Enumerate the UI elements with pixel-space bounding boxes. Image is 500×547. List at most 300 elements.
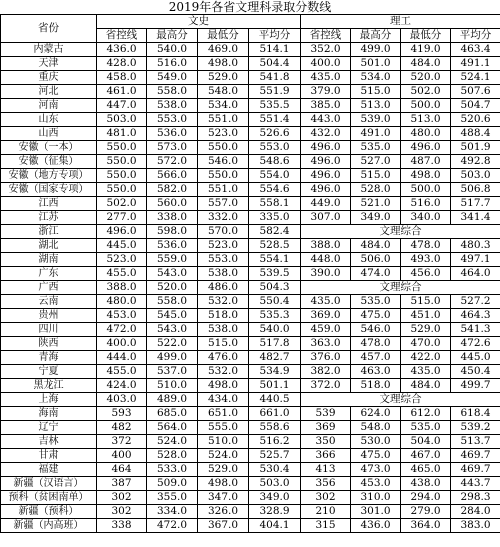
ligong-score-cell: 459.0 (301, 323, 351, 337)
ligong-score-cell: 315 (301, 519, 351, 533)
wenshi-score-cell: 498.0 (198, 477, 249, 491)
table-row (1, 211, 500, 225)
ligong-score-cell: 496.0 (401, 141, 451, 155)
wenshi-score-cell: 515.0 (198, 337, 249, 351)
ligong-score-cell: 506.8 (451, 183, 500, 197)
ligong-score-cell: 388.0 (301, 239, 351, 253)
ligong-score-cell: 383.0 (451, 519, 500, 533)
table-row (1, 99, 500, 113)
ligong-score-cell: 513.0 (401, 113, 451, 127)
wenshi-score-cell: 533.0 (147, 463, 198, 477)
wenshi-score-cell: 550.0 (97, 141, 147, 155)
table-row (1, 267, 500, 281)
ligong-score-cell: 612.0 (401, 407, 451, 421)
wenshi-score-cell: 486.0 (198, 281, 249, 295)
wenshi-score-cell: 523.0 (198, 239, 249, 253)
ligong-score-cell: 517.7 (451, 197, 500, 211)
ligong-score-cell: 501.0 (351, 57, 401, 71)
wenshi-score-cell: 661.0 (249, 407, 301, 421)
ligong-score-cell: 516.0 (401, 197, 451, 211)
ligong-score-cell: 480.3 (451, 239, 500, 253)
table-row (1, 169, 500, 183)
wenshi-score-cell: 550.0 (198, 169, 249, 183)
ligong-score-cell: 470.0 (401, 337, 451, 351)
ligong-score-cell: 502.0 (401, 85, 451, 99)
wenshi-score-cell: 510.0 (198, 435, 249, 449)
table-row (1, 155, 500, 169)
wenshi-score-cell: 553.0 (198, 253, 249, 267)
ligong-score-cell: 382.0 (301, 365, 351, 379)
wenshi-score-cell: 458.0 (97, 71, 147, 85)
ligong-score-cell: 521.0 (351, 197, 401, 211)
ligong-score-cell: 449.0 (301, 197, 351, 211)
ligong-score-cell: 507.6 (451, 85, 500, 99)
wenshi-score-cell: 537.0 (147, 365, 198, 379)
ligong-score-cell: 496.0 (301, 141, 351, 155)
wenshi-score-cell: 558.1 (249, 197, 301, 211)
province-cell: 山东 (1, 113, 97, 127)
ligong-score-cell: 475.0 (351, 309, 401, 323)
wenshi-score-cell: 469.0 (198, 43, 249, 57)
wenshi-score-cell: 572.0 (147, 155, 198, 169)
wenshi-header: 文史 (97, 15, 301, 29)
province-cell: 重庆 (1, 71, 97, 85)
table-row (1, 491, 500, 505)
table-row (1, 127, 500, 141)
wenshi-score-cell: 510.0 (147, 379, 198, 393)
wenshi-score-cell: 553.0 (147, 113, 198, 127)
ligong-score-cell: 475.0 (351, 449, 401, 463)
ligong-score-cell: 548.0 (351, 421, 401, 435)
wenshi-score-cell: 651.0 (198, 407, 249, 421)
ligong-score-cell: 379.0 (301, 85, 351, 99)
wenshi-score-cell: 550.0 (97, 169, 147, 183)
table-row (1, 281, 500, 295)
wenshi-score-cell: 453.0 (97, 309, 147, 323)
ligong-score-cell: 443.0 (301, 113, 351, 127)
wenshi-score-cell: 526.6 (249, 127, 301, 141)
wenshi-score-cell: 516.2 (249, 435, 301, 449)
wenshi-score-cell: 503.0 (97, 113, 147, 127)
wenshi-score-cell: 543.0 (147, 267, 198, 281)
ligong-score-cell: 356 (301, 477, 351, 491)
col-header: 省控线 (301, 29, 351, 43)
wenshi-score-cell: 504.4 (249, 57, 301, 71)
wenshi-score-cell: 472.0 (97, 323, 147, 337)
wenshi-score-cell: 335.0 (249, 211, 301, 225)
ligong-score-cell: 478.0 (351, 337, 401, 351)
ligong-score-cell: 513.7 (451, 435, 500, 449)
ligong-score-cell: 499.7 (451, 379, 500, 393)
province-cell: 湖北 (1, 239, 97, 253)
wenshi-score-cell: 499.0 (147, 351, 198, 365)
wenshi-score-cell: 482 (97, 421, 147, 435)
ligong-score-cell: 464.0 (451, 267, 500, 281)
province-cell: 江苏 (1, 211, 97, 225)
ligong-score-cell: 527.2 (451, 295, 500, 309)
province-cell: 天津 (1, 57, 97, 71)
wenshi-score-cell: 480.0 (97, 295, 147, 309)
ligong-score-cell: 301.0 (351, 505, 401, 519)
col-header: 平均分 (249, 29, 301, 43)
ligong-score-cell: 496.0 (301, 169, 351, 183)
wenshi-score-cell: 564.0 (147, 421, 198, 435)
province-cell: 黑龙江 (1, 379, 97, 393)
ligong-score-cell: 618.4 (451, 407, 500, 421)
wenshi-score-cell: 566.0 (147, 169, 198, 183)
wenshi-score-cell: 555.0 (198, 421, 249, 435)
wenshi-score-cell: 528.0 (147, 449, 198, 463)
wenshi-score-cell: 387 (97, 477, 147, 491)
wenshi-score-cell: 543.0 (147, 323, 198, 337)
province-cell: 贵州 (1, 309, 97, 323)
wenshi-score-cell: 535.5 (249, 99, 301, 113)
wenshi-score-cell: 540.0 (249, 323, 301, 337)
table-row (1, 407, 500, 421)
ligong-score-cell: 529.0 (401, 323, 451, 337)
ligong-score-cell: 539 (301, 407, 351, 421)
province-cell: 宁夏 (1, 365, 97, 379)
province-cell: 安徽（地方专项） (1, 169, 97, 183)
col-header: 最低分 (401, 29, 451, 43)
table-row (1, 477, 500, 491)
wenshi-score-cell: 349.0 (249, 491, 301, 505)
table-row (1, 225, 500, 239)
ligong-score-cell: 474.0 (351, 267, 401, 281)
province-cell: 新疆（预科） (1, 505, 97, 519)
wenshi-score-cell: 545.0 (147, 309, 198, 323)
table-row (1, 351, 500, 365)
province-cell: 青海 (1, 351, 97, 365)
province-cell: 四川 (1, 323, 97, 337)
ligong-score-cell: 518.0 (351, 379, 401, 393)
wenshi-score-cell: 570.0 (198, 225, 249, 239)
wenshi-score-cell: 551.9 (249, 85, 301, 99)
wenshi-score-cell: 559.0 (147, 253, 198, 267)
wenshi-score-cell: 549.0 (147, 71, 198, 85)
col-header: 最高分 (147, 29, 198, 43)
ligong-score-cell: 400.0 (301, 57, 351, 71)
ligong-score-cell: 457.0 (351, 351, 401, 365)
table-row (1, 141, 500, 155)
province-header: 省份 (1, 15, 97, 43)
ligong-score-cell: 491.0 (351, 127, 401, 141)
ligong-score-cell: 467.0 (401, 449, 451, 463)
ligong-score-cell: 352.0 (301, 43, 351, 57)
table-row (1, 253, 500, 267)
wenshi-score-cell: 503.0 (249, 477, 301, 491)
ligong-score-cell: 506.0 (351, 253, 401, 267)
ligong-score-cell: 456.0 (401, 267, 451, 281)
ligong-score-cell: 530.0 (351, 435, 401, 449)
wenshi-score-cell: 326.0 (198, 505, 249, 519)
wenshi-score-cell: 502.0 (97, 197, 147, 211)
ligong-score-cell: 515.0 (351, 169, 401, 183)
ligong-score-cell: 484.0 (401, 379, 451, 393)
ligong-score-cell: 385.0 (301, 99, 351, 113)
ligong-score-cell: 310.0 (351, 491, 401, 505)
wenshi-score-cell: 534.0 (198, 99, 249, 113)
province-cell: 江西 (1, 197, 97, 211)
table-row (1, 113, 500, 127)
wenshi-score-cell: 550.0 (198, 141, 249, 155)
combined-exam-label: 文理综合 (301, 281, 500, 295)
wenshi-score-cell: 436.0 (97, 43, 147, 57)
ligong-score-cell: 284.0 (451, 505, 500, 519)
wenshi-score-cell: 540.0 (147, 43, 198, 57)
wenshi-score-cell: 455.0 (97, 267, 147, 281)
ligong-score-cell: 372.0 (301, 379, 351, 393)
combined-exam-label: 文理综合 (301, 225, 500, 239)
ligong-score-cell: 501.9 (451, 141, 500, 155)
ligong-score-cell: 484.0 (351, 239, 401, 253)
combined-exam-label: 文理综合 (301, 393, 500, 407)
wenshi-score-cell: 461.0 (97, 85, 147, 99)
province-cell: 河北 (1, 85, 97, 99)
ligong-score-cell: 443.7 (451, 477, 500, 491)
wenshi-score-cell: 347.0 (198, 491, 249, 505)
province-cell: 河南 (1, 99, 97, 113)
wenshi-score-cell: 501.1 (249, 379, 301, 393)
wenshi-score-cell: 553.0 (249, 141, 301, 155)
province-cell: 浙江 (1, 225, 97, 239)
wenshi-score-cell: 332.0 (198, 211, 249, 225)
ligong-score-cell: 340.0 (401, 211, 451, 225)
wenshi-score-cell: 560.0 (147, 197, 198, 211)
province-cell: 安徽（一本） (1, 141, 97, 155)
ligong-score-cell: 376.0 (301, 351, 351, 365)
table-row (1, 197, 500, 211)
ligong-score-cell: 491.1 (451, 57, 500, 71)
ligong-score-cell: 445.0 (451, 351, 500, 365)
ligong-score-cell: 515.0 (401, 295, 451, 309)
table-row (1, 239, 500, 253)
wenshi-score-cell: 551.0 (198, 113, 249, 127)
province-cell: 福建 (1, 463, 97, 477)
wenshi-score-cell: 524.0 (147, 435, 198, 449)
wenshi-score-cell: 523.0 (198, 127, 249, 141)
wenshi-score-cell: 582.4 (249, 225, 301, 239)
wenshi-score-cell: 464 (97, 463, 147, 477)
ligong-score-cell: 472.6 (451, 337, 500, 351)
wenshi-score-cell: 598.0 (147, 225, 198, 239)
wenshi-score-cell: 400.0 (97, 337, 147, 351)
wenshi-score-cell: 539.5 (249, 267, 301, 281)
wenshi-score-cell: 551.0 (198, 183, 249, 197)
ligong-score-cell: 527.0 (351, 155, 401, 169)
wenshi-score-cell: 554.1 (249, 253, 301, 267)
ligong-score-cell: 432.0 (301, 127, 351, 141)
ligong-score-cell: 451.0 (401, 309, 451, 323)
ligong-score-cell: 500.0 (401, 183, 451, 197)
table-row (1, 435, 500, 449)
ligong-score-cell: 294.0 (401, 491, 451, 505)
ligong-score-cell: 350 (301, 435, 351, 449)
table-row (1, 449, 500, 463)
ligong-score-cell: 478.0 (401, 239, 451, 253)
table-row (1, 57, 500, 71)
wenshi-score-cell: 440.5 (249, 393, 301, 407)
wenshi-score-cell: 524.0 (198, 449, 249, 463)
wenshi-score-cell: 551.4 (249, 113, 301, 127)
col-header: 最低分 (198, 29, 249, 43)
province-cell: 甘肃 (1, 449, 97, 463)
ligong-score-cell: 499.0 (351, 43, 401, 57)
province-cell: 湖南 (1, 253, 97, 267)
wenshi-score-cell: 536.0 (147, 127, 198, 141)
wenshi-score-cell: 388.0 (97, 281, 147, 295)
wenshi-score-cell: 516.0 (147, 57, 198, 71)
wenshi-score-cell: 582.0 (147, 183, 198, 197)
ligong-score-cell: 496.0 (301, 155, 351, 169)
wenshi-score-cell: 532.0 (198, 365, 249, 379)
ligong-score-cell: 513.0 (351, 99, 401, 113)
ligong-score-cell: 450.4 (451, 365, 500, 379)
wenshi-score-cell: 525.7 (249, 449, 301, 463)
wenshi-score-cell: 338.0 (147, 211, 198, 225)
table-row (1, 519, 500, 533)
ligong-score-cell: 453.0 (351, 477, 401, 491)
col-header: 平均分 (451, 29, 500, 43)
wenshi-score-cell: 522.0 (147, 337, 198, 351)
wenshi-score-cell: 445.0 (97, 239, 147, 253)
wenshi-score-cell: 404.1 (249, 519, 301, 533)
wenshi-score-cell: 504.3 (249, 281, 301, 295)
wenshi-score-cell: 550.0 (97, 155, 147, 169)
ligong-score-cell: 504.7 (451, 99, 500, 113)
wenshi-score-cell: 548.0 (198, 85, 249, 99)
ligong-score-cell: 465.0 (401, 463, 451, 477)
province-cell: 预科（贫困南单） (1, 491, 97, 505)
ligong-score-cell: 488.4 (451, 127, 500, 141)
wenshi-score-cell: 538.0 (198, 323, 249, 337)
table-row (1, 393, 500, 407)
header-row-top (1, 15, 500, 29)
ligong-score-cell: 535.0 (351, 295, 401, 309)
table-row (1, 365, 500, 379)
wenshi-score-cell: 482.7 (249, 351, 301, 365)
ligong-score-cell: 413 (301, 463, 351, 477)
ligong-score-cell: 624.0 (351, 407, 401, 421)
ligong-score-cell: 363.0 (301, 337, 351, 351)
wenshi-score-cell: 367.0 (198, 519, 249, 533)
province-cell: 山西 (1, 127, 97, 141)
wenshi-score-cell: 538.0 (147, 99, 198, 113)
wenshi-score-cell: 541.8 (249, 71, 301, 85)
table-row (1, 183, 500, 197)
province-cell: 陕西 (1, 337, 97, 351)
province-cell: 海南 (1, 407, 97, 421)
wenshi-score-cell: 355.0 (147, 491, 198, 505)
wenshi-score-cell: 535.3 (249, 309, 301, 323)
wenshi-score-cell: 455.0 (97, 365, 147, 379)
wenshi-score-cell: 424.0 (97, 379, 147, 393)
wenshi-score-cell: 434.0 (198, 393, 249, 407)
ligong-score-cell: 498.0 (401, 169, 451, 183)
ligong-score-cell: 493.0 (401, 253, 451, 267)
col-header: 最高分 (351, 29, 401, 43)
wenshi-score-cell: 498.0 (198, 379, 249, 393)
ligong-score-cell: 369.0 (301, 309, 351, 323)
table-row (1, 421, 500, 435)
ligong-score-cell: 469.7 (451, 463, 500, 477)
province-cell: 新疆（内高班） (1, 519, 97, 533)
wenshi-score-cell: 447.0 (97, 99, 147, 113)
table-row (1, 85, 500, 99)
ligong-score-cell: 484.0 (401, 57, 451, 71)
wenshi-score-cell: 481.0 (97, 127, 147, 141)
ligong-score-cell: 438.0 (401, 477, 451, 491)
ligong-score-cell: 539.0 (351, 113, 401, 127)
ligong-score-cell: 473.0 (351, 463, 401, 477)
wenshi-score-cell: 403.0 (97, 393, 147, 407)
wenshi-score-cell: 557.0 (198, 197, 249, 211)
wenshi-score-cell: 548.6 (249, 155, 301, 169)
ligong-score-cell: 302 (301, 491, 351, 505)
wenshi-score-cell: 573.0 (147, 141, 198, 155)
wenshi-score-cell: 428.0 (97, 57, 147, 71)
ligong-score-cell: 500.0 (401, 99, 451, 113)
wenshi-score-cell: 558.6 (249, 421, 301, 435)
wenshi-score-cell: 554.6 (249, 183, 301, 197)
wenshi-score-cell: 550.4 (249, 295, 301, 309)
ligong-score-cell: 463.0 (351, 365, 401, 379)
ligong-score-cell: 520.0 (401, 71, 451, 85)
province-cell: 广西 (1, 281, 97, 295)
ligong-score-cell: 535.0 (401, 421, 451, 435)
wenshi-score-cell: 558.0 (147, 85, 198, 99)
wenshi-score-cell: 685.0 (147, 407, 198, 421)
ligong-score-cell: 496.0 (301, 183, 351, 197)
wenshi-score-cell: 550.0 (97, 183, 147, 197)
wenshi-score-cell: 277.0 (97, 211, 147, 225)
ligong-score-cell: 210 (301, 505, 351, 519)
wenshi-score-cell: 529.0 (198, 71, 249, 85)
ligong-score-cell: 307.0 (301, 211, 351, 225)
wenshi-score-cell: 538.0 (198, 267, 249, 281)
wenshi-score-cell: 520.0 (147, 281, 198, 295)
ligong-header: 理工 (301, 15, 500, 29)
ligong-score-cell: 341.4 (451, 211, 500, 225)
province-cell: 安徽（国家专项） (1, 183, 97, 197)
province-cell: 新疆（汉语言） (1, 477, 97, 491)
ligong-score-cell: 541.3 (451, 323, 500, 337)
col-header: 省控线 (97, 29, 147, 43)
ligong-score-cell: 435.0 (301, 71, 351, 85)
wenshi-score-cell: 328.9 (249, 505, 301, 519)
ligong-score-cell: 535.0 (351, 141, 401, 155)
ligong-score-cell: 448.0 (301, 253, 351, 267)
province-cell: 广东 (1, 267, 97, 281)
wenshi-score-cell: 554.0 (249, 169, 301, 183)
ligong-score-cell: 469.7 (451, 449, 500, 463)
wenshi-score-cell: 509.0 (147, 477, 198, 491)
wenshi-score-cell: 528.5 (249, 239, 301, 253)
ligong-score-cell: 480.0 (401, 127, 451, 141)
ligong-score-cell: 546.0 (351, 323, 401, 337)
wenshi-score-cell: 517.8 (249, 337, 301, 351)
wenshi-score-cell: 476.0 (198, 351, 249, 365)
ligong-score-cell: 534.0 (351, 71, 401, 85)
province-cell: 吉林 (1, 435, 97, 449)
wenshi-score-cell: 546.0 (198, 155, 249, 169)
wenshi-score-cell: 496.0 (97, 225, 147, 239)
ligong-score-cell: 539.2 (451, 421, 500, 435)
province-cell: 云南 (1, 295, 97, 309)
ligong-score-cell: 279.0 (401, 505, 451, 519)
province-cell: 辽宁 (1, 421, 97, 435)
ligong-score-cell: 524.1 (451, 71, 500, 85)
